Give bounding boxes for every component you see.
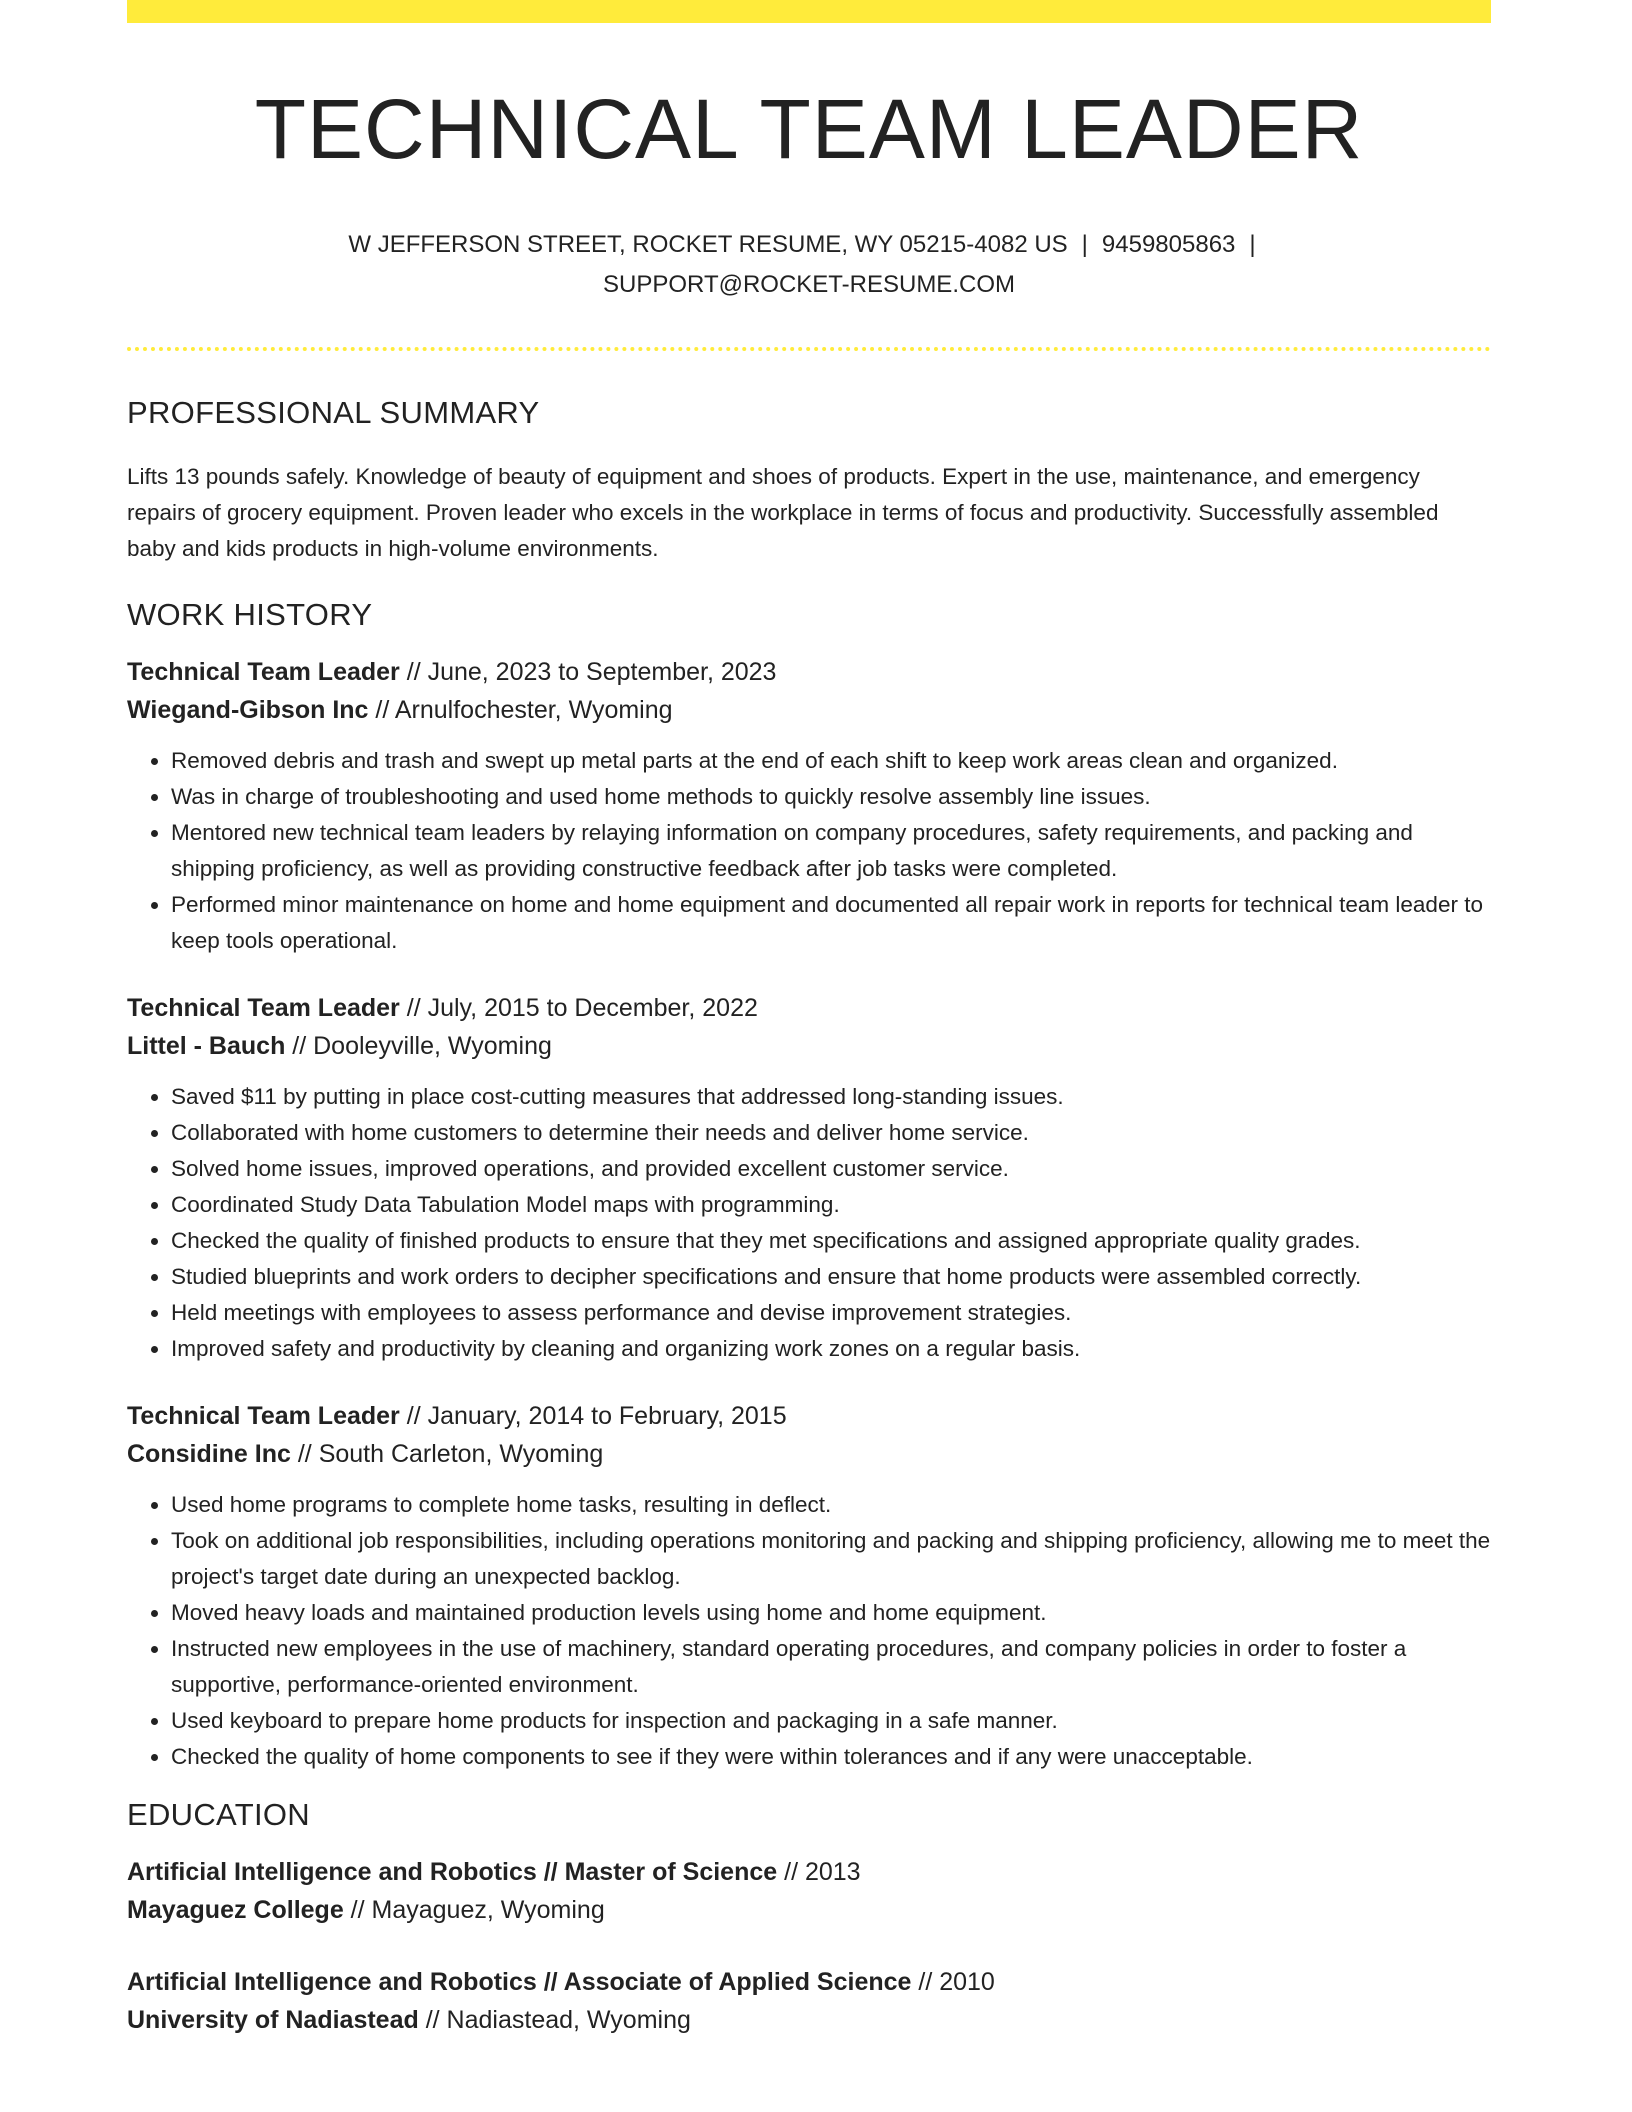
duty-item: • Mentored new technical team leaders by relaying information on company procedures, safety requirements, and packing and shipping proficiency, as well as providing constructive feedback after job tasks were completed.: [171, 815, 1491, 887]
duty-item: • Improved safety and productivity by cleaning and organizing work zones on a regular basis.: [171, 1331, 1491, 1367]
job-company-line: [127, 1435, 1491, 1473]
education-year: // 2013: [777, 1858, 861, 1887]
job-dates: // January, 2014 to February, 2015: [399, 1402, 787, 1431]
contact-separator: |: [1249, 231, 1256, 259]
job-entry: [127, 989, 1491, 1367]
education-entry: [127, 1853, 1491, 1929]
job-role: Technical Team Leader: [127, 994, 400, 1023]
section-title-summary: PROFESSIONAL SUMMARY: [127, 395, 540, 431]
resume-page: [127, 0, 1491, 2039]
resume-name: TECHNICAL TEAM LEADER: [254, 82, 1364, 176]
contact-info: [127, 225, 1491, 305]
job-role: Technical Team Leader: [127, 1402, 400, 1431]
education-school: University of Nadiastead: [127, 2006, 419, 2035]
job-role: Technical Team Leader: [127, 658, 400, 687]
contact-separator: |: [1081, 231, 1088, 259]
duty-item: • Used keyboard to prepare home products for inspection and packaging in a safe manner.: [171, 1703, 1491, 1739]
duty-item: • Removed debris and trash and swept up metal parts at the end of each shift to keep work areas clean and organized.: [171, 743, 1491, 779]
dotted-divider: [127, 347, 1491, 351]
contact-email: SUPPORT@ROCKET-RESUME.COM: [603, 271, 1015, 299]
duty-item: • Performed minor maintenance on home and home equipment and documented all repair work in reports for technical team leader to keep tools operational.: [171, 887, 1491, 959]
job-duties-list: [127, 743, 1491, 959]
duty-item: • Saved $11 by putting in place cost-cutting measures that addressed long-standing issues.: [171, 1079, 1491, 1115]
duty-item: • Solved home issues, improved operations, and provided excellent customer service.: [171, 1151, 1491, 1187]
job-duties-list: [127, 1487, 1491, 1775]
duty-item: • Held meetings with employees to assess performance and devise improvement strategies.: [171, 1295, 1491, 1331]
top-accent-bar: [127, 0, 1491, 23]
duty-item: • Was in charge of troubleshooting and used home methods to quickly resolve assembly line issues.: [171, 779, 1491, 815]
contact-address: W JEFFERSON STREET, ROCKET RESUME, WY 05215-4082 US: [348, 231, 1068, 259]
job-location: // South Carleton, Wyoming: [290, 1440, 604, 1469]
job-company: Littel - Bauch: [127, 1032, 286, 1061]
duty-item: • Took on additional job responsibilities, including operations monitoring and packing and shipping proficiency, allowing me to meet the project's target date during an unexpected backlog.: [171, 1523, 1491, 1595]
section-title-education: EDUCATION: [127, 1797, 310, 1833]
summary-text: Lifts 13 pounds safely. Knowledge of beauty of equipment and shoes of products. Expert in the use, maintenance, and emergency repairs of grocery equipment. Proven leader who excels in the workplace in terms of focus and productivity. Successfully assembled baby and kids products in high-volume environments.: [127, 464, 1439, 562]
duty-item: • Instructed new employees in the use of machinery, standard operating procedures, and company policies in order to foster a supportive, performance-oriented environment.: [171, 1631, 1491, 1703]
education-year: // 2010: [911, 1968, 995, 1997]
job-company-line: [127, 1027, 1491, 1065]
duty-item: • Used home programs to complete home tasks, resulting in deflect.: [171, 1487, 1491, 1523]
duty-item: • Checked the quality of home components to see if they were within tolerances and if any were unacceptable.: [171, 1739, 1491, 1775]
job-location: // Dooleyville, Wyoming: [285, 1032, 552, 1061]
job-entry: [127, 653, 1491, 959]
job-company-line: [127, 691, 1491, 729]
job-role-line: [127, 989, 1491, 1027]
job-location: // Arnulfochester, Wyoming: [368, 696, 673, 725]
education-entry: [127, 1963, 1491, 2039]
section-title-work-history: WORK HISTORY: [127, 597, 373, 633]
duty-item: • Moved heavy loads and maintained production levels using home and home equipment.: [171, 1595, 1491, 1631]
education-school: Mayaguez College: [127, 1896, 344, 1925]
education-school-line: [127, 2001, 1491, 2039]
job-company: Considine Inc: [127, 1440, 291, 1469]
education-degree: Artificial Intelligence and Robotics // Master of Science: [127, 1858, 778, 1887]
job-role-line: [127, 653, 1491, 691]
job-dates: // June, 2023 to September, 2023: [399, 658, 777, 687]
job-company: Wiegand-Gibson Inc: [127, 696, 369, 725]
job-entry: [127, 1397, 1491, 1775]
job-role-line: [127, 1397, 1491, 1435]
duty-item: • Checked the quality of finished products to ensure that they met specifications and assigned appropriate quality grades.: [171, 1223, 1491, 1259]
education-degree: Artificial Intelligence and Robotics // Associate of Applied Science: [127, 1968, 912, 1997]
education-degree-line: [127, 1853, 1491, 1891]
education-location: // Mayaguez, Wyoming: [343, 1896, 605, 1925]
duty-item: • Collaborated with home customers to determine their needs and deliver home service.: [171, 1115, 1491, 1151]
education-degree-line: [127, 1963, 1491, 2001]
job-duties-list: [127, 1079, 1491, 1367]
contact-phone: 9459805863: [1101, 231, 1236, 259]
education-location: // Nadiastead, Wyoming: [418, 2006, 691, 2035]
education-school-line: [127, 1891, 1491, 1929]
duty-item: • Coordinated Study Data Tabulation Model maps with programming.: [171, 1187, 1491, 1223]
duty-item: • Studied blueprints and work orders to decipher specifications and ensure that home products were assembled correctly.: [171, 1259, 1491, 1295]
job-dates: // July, 2015 to December, 2022: [399, 994, 758, 1023]
